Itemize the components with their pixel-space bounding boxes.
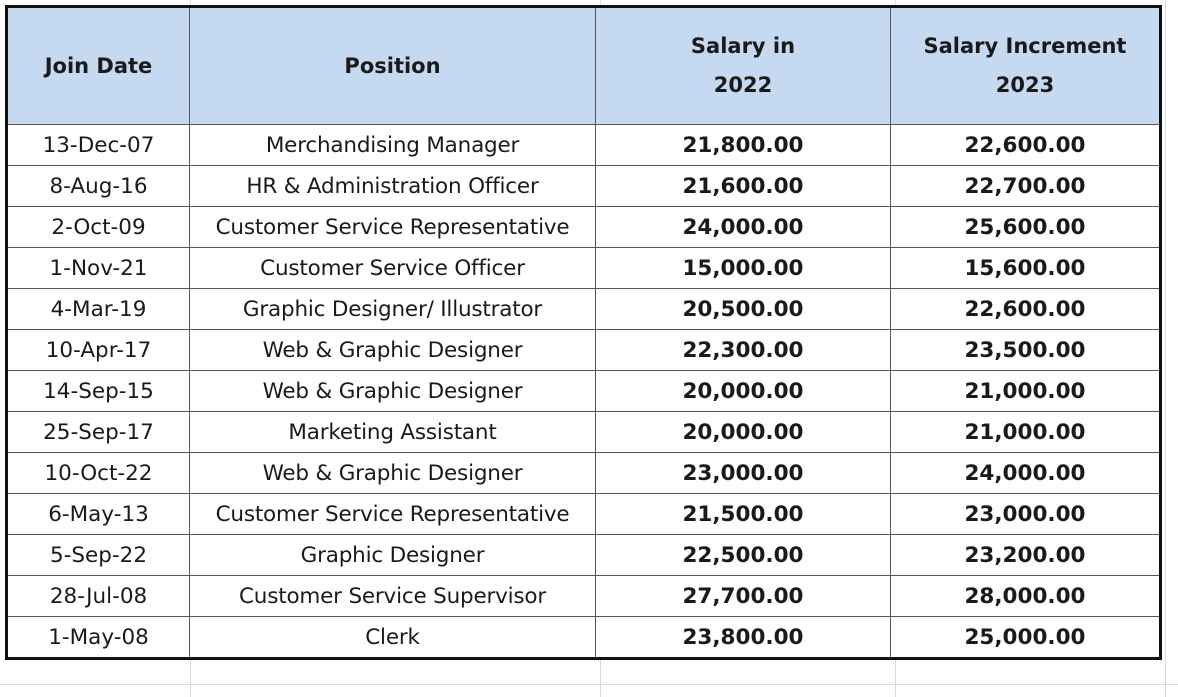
table-row <box>7 576 1161 617</box>
cell-position[interactable]: HR & Administration Officer <box>190 166 596 207</box>
table-row <box>7 330 1161 371</box>
cell-position[interactable]: Customer Service Officer <box>190 248 596 289</box>
cell-salary-2022[interactable]: 20,000.00 <box>596 371 891 412</box>
header-position[interactable]: Position <box>190 7 596 125</box>
cell-salary-2022[interactable]: 23,800.00 <box>596 617 891 659</box>
cell-salary-2022[interactable]: 20,500.00 <box>596 289 891 330</box>
cell-salary-2022[interactable]: 22,500.00 <box>596 535 891 576</box>
cell-salary-2023[interactable]: 25,600.00 <box>891 207 1161 248</box>
cell-join-date[interactable]: 10-Oct-22 <box>7 453 190 494</box>
cell-join-date[interactable]: 1-Nov-21 <box>7 248 190 289</box>
cell-position[interactable]: Customer Service Supervisor <box>190 576 596 617</box>
header-salary-2022[interactable]: Salary in 2022 <box>596 7 891 125</box>
cell-salary-2022[interactable]: 21,500.00 <box>596 494 891 535</box>
header-join-date[interactable]: Join Date <box>7 7 190 125</box>
cell-join-date[interactable]: 10-Apr-17 <box>7 330 190 371</box>
cell-position[interactable]: Graphic Designer <box>190 535 596 576</box>
cell-join-date[interactable]: 25-Sep-17 <box>7 412 190 453</box>
cell-salary-2023[interactable]: 15,600.00 <box>891 248 1161 289</box>
cell-join-date[interactable]: 14-Sep-15 <box>7 371 190 412</box>
cell-position[interactable]: Marketing Assistant <box>190 412 596 453</box>
sheet-gridline <box>0 684 1178 685</box>
cell-salary-2022[interactable]: 21,800.00 <box>596 125 891 166</box>
salary-table <box>5 5 1162 660</box>
cell-join-date[interactable]: 5-Sep-22 <box>7 535 190 576</box>
cell-join-date[interactable]: 2-Oct-09 <box>7 207 190 248</box>
cell-position[interactable]: Customer Service Representative <box>190 494 596 535</box>
table-row <box>7 617 1161 659</box>
cell-salary-2022[interactable]: 24,000.00 <box>596 207 891 248</box>
cell-position[interactable]: Clerk <box>190 617 596 659</box>
cell-salary-2023[interactable]: 21,000.00 <box>891 371 1161 412</box>
cell-salary-2022[interactable]: 21,600.00 <box>596 166 891 207</box>
cell-salary-2022[interactable]: 22,300.00 <box>596 330 891 371</box>
cell-join-date[interactable]: 8-Aug-16 <box>7 166 190 207</box>
cell-position[interactable]: Merchandising Manager <box>190 125 596 166</box>
table-row <box>7 371 1161 412</box>
table-row <box>7 412 1161 453</box>
cell-join-date[interactable]: 1-May-08 <box>7 617 190 659</box>
cell-salary-2022[interactable]: 23,000.00 <box>596 453 891 494</box>
cell-salary-2023[interactable]: 22,600.00 <box>891 125 1161 166</box>
cell-salary-2023[interactable]: 23,000.00 <box>891 494 1161 535</box>
table-row <box>7 289 1161 330</box>
cell-salary-2023[interactable]: 21,000.00 <box>891 412 1161 453</box>
cell-salary-2023[interactable]: 22,600.00 <box>891 289 1161 330</box>
table-row <box>7 535 1161 576</box>
cell-salary-2023[interactable]: 23,500.00 <box>891 330 1161 371</box>
cell-position[interactable]: Web & Graphic Designer <box>190 371 596 412</box>
cell-salary-2022[interactable]: 27,700.00 <box>596 576 891 617</box>
cell-salary-2023[interactable]: 25,000.00 <box>891 617 1161 659</box>
cell-position[interactable]: Web & Graphic Designer <box>190 453 596 494</box>
cell-join-date[interactable]: 13-Dec-07 <box>7 125 190 166</box>
cell-position[interactable]: Graphic Designer/ Illustrator <box>190 289 596 330</box>
table-row <box>7 248 1161 289</box>
table-row <box>7 125 1161 166</box>
cell-salary-2022[interactable]: 15,000.00 <box>596 248 891 289</box>
table-row <box>7 494 1161 535</box>
cell-position[interactable]: Customer Service Representative <box>190 207 596 248</box>
table-row <box>7 207 1161 248</box>
cell-salary-2023[interactable]: 22,700.00 <box>891 166 1161 207</box>
header-salary-increment-2023[interactable]: Salary Increment 2023 <box>891 7 1161 125</box>
table-row <box>7 453 1161 494</box>
sheet-gridline <box>1165 0 1166 697</box>
header-row <box>7 7 1161 125</box>
cell-join-date[interactable]: 4-Mar-19 <box>7 289 190 330</box>
table-row <box>7 166 1161 207</box>
cell-salary-2023[interactable]: 23,200.00 <box>891 535 1161 576</box>
cell-salary-2022[interactable]: 20,000.00 <box>596 412 891 453</box>
cell-salary-2023[interactable]: 24,000.00 <box>891 453 1161 494</box>
cell-join-date[interactable]: 28-Jul-08 <box>7 576 190 617</box>
cell-salary-2023[interactable]: 28,000.00 <box>891 576 1161 617</box>
cell-join-date[interactable]: 6-May-13 <box>7 494 190 535</box>
cell-position[interactable]: Web & Graphic Designer <box>190 330 596 371</box>
